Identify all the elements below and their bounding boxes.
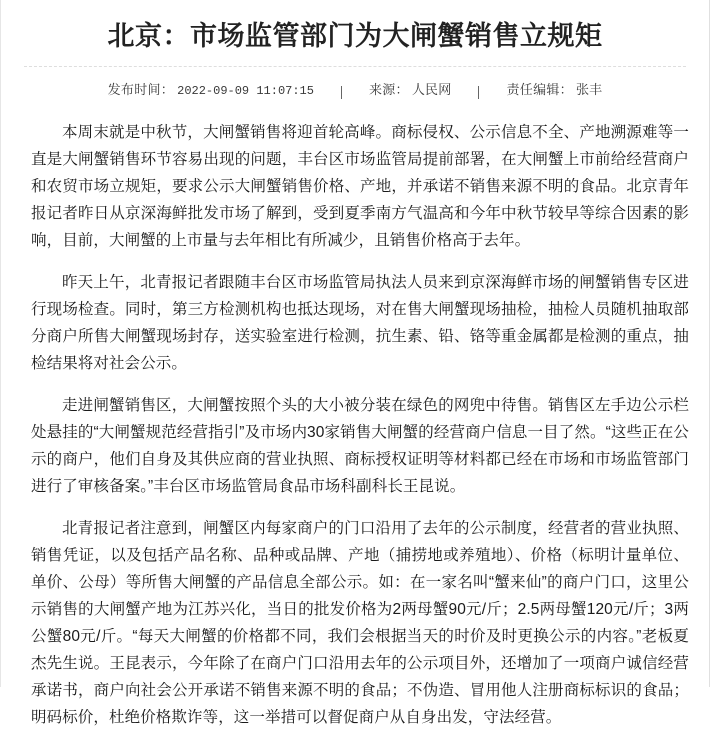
source-label: 来源： xyxy=(368,82,409,97)
article-paragraph: 北青报记者注意到，闸蟹区内每家商户的门口沿用了去年的公示制度，经营者的营业执照、销售凭证，以及包括产品名称、品种或品牌、产地（捕捞地或养殖地）、价格（标明计量单位、单价、公母）等所售大闸蟹的产品信息全部公示。如：在一家名叫“蟹来仙”的商户门口，这里公示销售的大闸蟹产地为江苏兴化，当日的批发价格为2两母蟹90元/斤；2.5两母蟹120元/斤；3两公蟹80元/斤。“每天大闸蟹的价格都不同，我们会根据当天的时价及时更换公示的内容。”老板夏杰先生说。王昆表示，今年除了在商户门口沿用去年的公示项目外，还增加了一项商户诚信经营承诺书，商户向社会公开承诺不销售来源不明的食品；不伪造、冒用他人注册商标标识的食品；明码标价，杜绝价格欺诈等，这一举措可以督促商户从自身出发，守法经营。 xyxy=(31,520,689,726)
source-group xyxy=(369,80,452,100)
meta-separator-1 xyxy=(341,86,342,99)
source-value[interactable]: 人民网 xyxy=(411,82,452,97)
article-body xyxy=(17,107,693,731)
publish-time-value: 2022-09-09 11:07:15 xyxy=(177,83,314,98)
editor-value: 张丰 xyxy=(575,82,603,97)
editor-label: 责任编辑： xyxy=(506,82,573,97)
publish-time-label: 发布时间： xyxy=(107,81,175,97)
article-paragraph: 本周末就是中秋节，大闸蟹销售将迎首轮高峰。商标侵权、公示信息不全、产地溯源难等一直是大闸蟹销售环节容易出现的问题，丰台区市场监管局提前部署，在大闸蟹上市前给经营商户和农贸市场立规矩，要求公示大闸蟹销售价格、产地，并承诺不销售来源不明的食品。北京青年报记者昨日从京深海鲜批发市场了解到，受到夏季南方气温高和今年中秋节较早等综合因素的影响，目前，大闸蟹的上市量与去年相比有所减少，且销售价格高于去年。 xyxy=(31,124,689,249)
meta-separator-2 xyxy=(478,86,479,99)
page-title: 北京：市场监管部门为大闸蟹销售立规矩 xyxy=(107,21,603,51)
article-container xyxy=(11,0,699,731)
editor-group xyxy=(506,80,602,100)
publish-time-group xyxy=(108,80,314,101)
article-paragraph: 走进闸蟹销售区，大闸蟹按照个头的大小被分装在绿色的网兜中待售。销售区左手边公示栏处悬挂的“大闸蟹规范经营指引”及市场内30家销售大闸蟹的经营商户信息一目了然。“这些正在公示的商户，他们自身及其供应商的营业执照、商标授权证明等材料都已经在市场和市场监管部门进行了审核备案。”丰台区市场监管局食品市场科副科长王昆说。 xyxy=(31,397,689,495)
article-paragraph: 昨天上午，北青报记者跟随丰台区市场监管局执法人员来到京深海鲜市场的闸蟹销售专区进行现场检查。同时，第三方检测机构也抵达现场，对在售大闸蟹现场抽检，抽检人员随机抽取部分商户所售大闸蟹现场封存，送实验室进行检测，抗生素、铅、铬等重金属都是检测的重点，抽检结果将对社会公示。 xyxy=(31,274,689,372)
article-meta-bar xyxy=(17,67,693,107)
